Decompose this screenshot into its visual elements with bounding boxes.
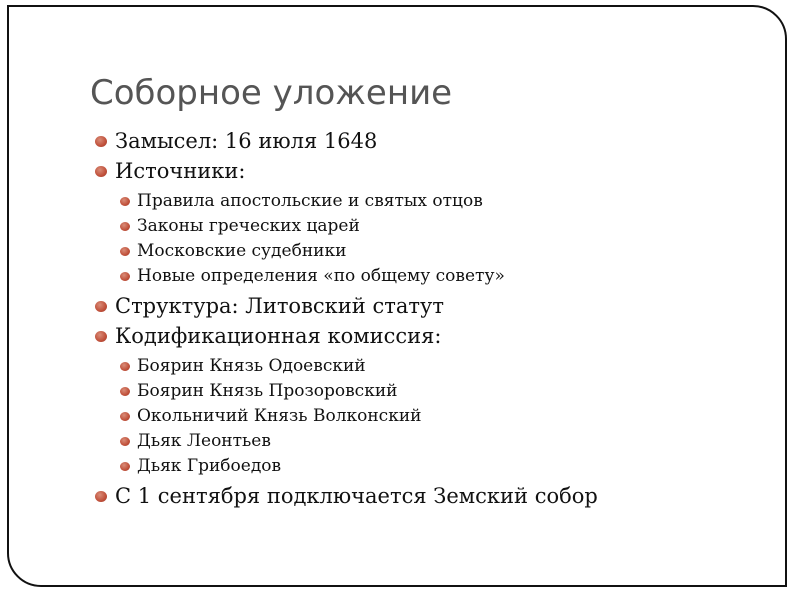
bullet-text: С 1 сентября подключается Земский собор (115, 484, 598, 508)
sub-bullet-icon (120, 462, 130, 471)
sub-bullet-member (91, 354, 771, 379)
sub-bullet-member (91, 404, 771, 429)
bullet-icon (95, 136, 107, 147)
bullet-sobor (91, 481, 771, 511)
slide-title: Соборное уложение (90, 73, 453, 113)
sub-bullet-icon (120, 247, 130, 256)
bullet-commission (91, 321, 771, 351)
sub-bullet-text: Новые определения «по общему совету» (137, 266, 505, 286)
sub-bullet-member (91, 454, 771, 479)
bullet-structure (91, 291, 771, 321)
bullet-text: Кодификационная комиссия: (115, 324, 442, 348)
bullet-text: Замысел: 16 июля 1648 (115, 129, 378, 153)
sub-bullet-icon (120, 387, 130, 396)
sub-bullet-text: Правила апостольские и святых отцов (137, 191, 483, 211)
bullet-intent (91, 126, 771, 156)
bullet-icon (95, 331, 107, 342)
sub-bullet-icon (120, 362, 130, 371)
sub-bullet-icon (120, 197, 130, 206)
sub-bullet-member (91, 379, 771, 404)
bullet-sources (91, 156, 771, 186)
sub-bullet-text: Боярин Князь Одоевский (137, 356, 366, 376)
sub-bullet-text: Боярин Князь Прозоровский (137, 381, 398, 401)
sub-bullet-text: Дьяк Грибоедов (137, 456, 282, 476)
sub-bullet-icon (120, 272, 130, 281)
sub-bullet-member (91, 429, 771, 454)
sub-bullet-text: Дьяк Леонтьев (137, 431, 271, 451)
sub-bullet-icon (120, 412, 130, 421)
bullet-list (91, 126, 771, 511)
bullet-icon (95, 301, 107, 312)
sub-bullet-icon (120, 222, 130, 231)
bullet-text: Структура: Литовский статут (115, 294, 444, 318)
sub-bullet-text: Окольничий Князь Волконский (137, 406, 422, 426)
sub-bullet-icon (120, 437, 130, 446)
sub-bullet-source (91, 214, 771, 239)
sub-bullet-source (91, 239, 771, 264)
sub-bullet-text: Законы греческих царей (137, 216, 360, 236)
sub-bullet-source (91, 189, 771, 214)
bullet-icon (95, 166, 107, 177)
sub-bullet-source (91, 264, 771, 289)
bullet-text: Источники: (115, 159, 246, 183)
slide (7, 5, 787, 587)
bullet-icon (95, 491, 107, 502)
sub-bullet-text: Московские судебники (137, 241, 347, 261)
